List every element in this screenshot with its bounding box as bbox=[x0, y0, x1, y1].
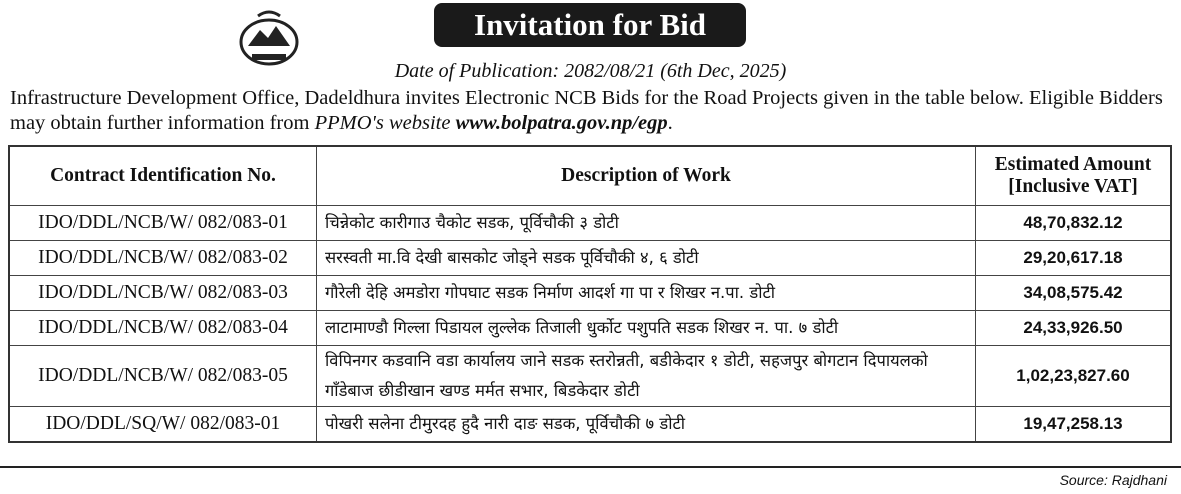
page-title: Invitation for Bid bbox=[434, 3, 746, 47]
estimated-amount: 48,70,832.12 bbox=[976, 206, 1172, 241]
intro-text bbox=[10, 86, 1175, 136]
intro-body: Infrastructure Development Office, Dadeldhura invites Electronic NCB Bids for the Road Projects given in the table below. Eligible Bidders may obtain further information from bbox=[10, 87, 1163, 134]
header-description: Description of Work bbox=[317, 146, 976, 206]
contract-id: IDO/DDL/NCB/W/ 082/083-01 bbox=[9, 206, 317, 241]
estimated-amount: 24,33,926.50 bbox=[976, 311, 1172, 346]
estimated-amount: 34,08,575.42 bbox=[976, 276, 1172, 311]
work-description: विपिनगर कडवानि वडा कार्यालय जाने सडक स्तरोन्नती, बडीकेदार १ डोटी, सहजपुर बोगटान दिपायलको गाँडेबाज छीडीखान खण्ड मर्मत सभार, बिडकेदार डोटी bbox=[317, 346, 976, 407]
contract-id: IDO/DDL/NCB/W/ 082/083-04 bbox=[9, 311, 317, 346]
contract-id: IDO/DDL/NCB/W/ 082/083-03 bbox=[9, 276, 317, 311]
header-contract-id: Contract Identification No. bbox=[9, 146, 317, 206]
intro-ppmo: PPMO's website bbox=[314, 112, 456, 134]
work-description: पोखरी सलेना टीमुरदह हुदै नारी दाङ सडक, पूर्विचौकी ७ डोटी bbox=[317, 407, 976, 443]
estimated-amount: 29,20,617.18 bbox=[976, 241, 1172, 276]
table-row bbox=[9, 241, 1171, 276]
work-description: सरस्वती मा.वि देखी बासकोट जोड्ने सडक पूर्विचौकी ४, ६ डोटी bbox=[317, 241, 976, 276]
bid-table bbox=[8, 145, 1172, 443]
contract-id: IDO/DDL/NCB/W/ 082/083-02 bbox=[9, 241, 317, 276]
nepal-government-emblem-icon bbox=[238, 8, 300, 68]
contract-id: IDO/DDL/SQ/W/ 082/083-01 bbox=[9, 407, 317, 443]
work-description: गौरेली देहि अमडोरा गोपघाट सडक निर्माण आदर्श गा पा र शिखर न.पा. डोटी bbox=[317, 276, 976, 311]
website-link[interactable]: www.bolpatra.gov.np/egp bbox=[455, 112, 668, 134]
source-credit: Source: Rajdhani bbox=[1059, 472, 1167, 488]
table-row bbox=[9, 311, 1171, 346]
table-header bbox=[9, 146, 1171, 206]
estimated-amount: 19,47,258.13 bbox=[976, 407, 1172, 443]
table-row bbox=[9, 206, 1171, 241]
table-row bbox=[9, 407, 1171, 443]
work-description: चिन्नेकोट कारीगाउ चैकोट सडक, पूर्विचौकी ३ डोटी bbox=[317, 206, 976, 241]
table-row bbox=[9, 276, 1171, 311]
publication-date: Date of Publication: 2082/08/21 (6th Dec, 2025) bbox=[394, 60, 787, 82]
divider bbox=[0, 466, 1181, 468]
contract-id: IDO/DDL/NCB/W/ 082/083-05 bbox=[9, 346, 317, 407]
estimated-amount: 1,02,23,827.60 bbox=[976, 346, 1172, 407]
header-amount: Estimated Amount [Inclusive VAT] bbox=[976, 146, 1172, 206]
work-description: लाटामाण्डौ गिल्ला पिडायल लुल्लेक तिजाली धुर्कोट पशुपति सडक शिखर न. पा. ७ डोटी bbox=[317, 311, 976, 346]
intro-end: . bbox=[667, 112, 673, 134]
table-row bbox=[9, 346, 1171, 407]
